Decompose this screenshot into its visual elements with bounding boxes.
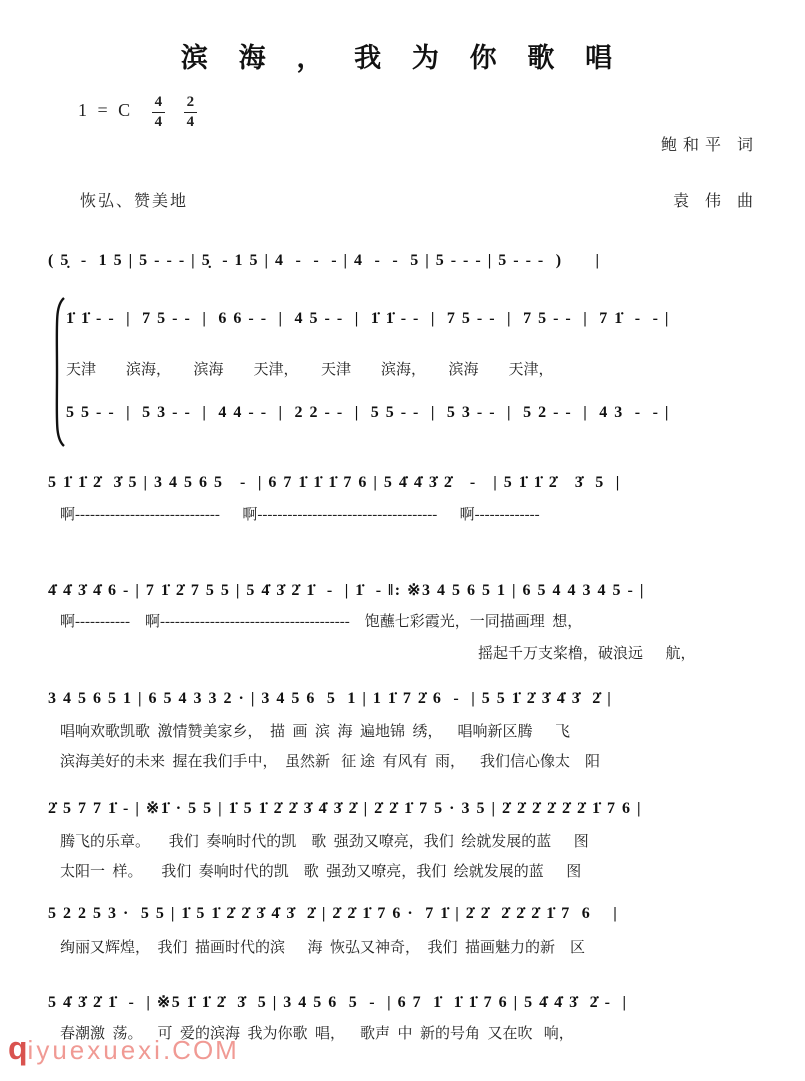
system-3-lyrics-line-2: 滨海美好的未来 握在我们手中， 虽然新 征 途 有风有 雨， 我们信心像太 阳	[60, 754, 601, 770]
song-title: 滨 海 ， 我 为 你 歌 唱	[180, 43, 625, 73]
lyricist-credit: 鲍和平 词	[660, 137, 759, 154]
time-signature-numerator: 4	[152, 94, 166, 113]
time-signature-denominator: 4	[186, 114, 195, 130]
time-signature-denominator: 4	[154, 114, 163, 130]
expression-marking: 恢弘、赞美地	[80, 193, 189, 210]
duet-voice1-notes-line: 1̇ 1̇ - - | 7 5 - - | 6 6 - - | 4 5 - - | 1̇ 1̇ - - | 7 5 - - | 7 5 - - | 7 1̇ - - |	[66, 310, 670, 327]
key-signature: 1 = C	[78, 100, 134, 121]
system-5-lyrics-line: 绚丽又辉煌， 我们 描画时代的滨 海 恢弘又神奇， 我们 描画魅力的新 区	[60, 940, 586, 956]
watermark-initial: q	[8, 1030, 28, 1066]
system-brace	[50, 296, 66, 448]
system-3-notes-line: 3 4 5 6 5 1 | 6 5 4 3 3 2 · | 3 4 5 6 5 1 | 1 1̇ 7 2̇ 6 - | 5 5 1̇ 2̇ 3̇ 4̇ 3̇ 2̇ |	[48, 690, 613, 707]
system-6-notes-line: 5 4̇ 3̇ 2̇ 1̇ - | ※5 1̇ 1̇ 2̇ 3̇ 5 | 3 4 5 6 5 - | 6 7 1̇ 1̇ 1̇ 7 6 | 5 4̇ 4̇ 3̇ 2̇ - |	[48, 994, 628, 1011]
system-2-lyrics-line-1: 啊----------- 啊-------------------------------------- 饱蘸七彩霞光，一同描画理 想，	[60, 614, 583, 630]
system-1-notes-line: 5 1̇ 1̇ 2̇ 3̇ 5 | 3 4 5 6 5 - | 6 7 1̇ 1̇ 1̇ 7 6 | 5 4̇ 4̇ 3̇ 2̇ - | 5 1̇ 1̇ 2̇ 3̇ 5 |	[48, 474, 621, 491]
time-signature-2-4	[184, 94, 198, 130]
duet-voice2-notes-line: 5 5 - - | 5 3 - - | 4 4 - - | 2 2 - - | 5 5 - - | 5 3 - - | 5 2 - - | 4 3 - - |	[66, 404, 670, 421]
system-2-notes-line: 4̇ 4̇ 3̇ 4̇ 6 - | 7 1̇ 2̇ 7 5 5 | 5 4̇ 3̇ 2̇ 1̇ - | 1̇ - ‖: ※3 4 5 6 5 1 | 6 5 4 4 3 4 5 - |	[48, 582, 645, 599]
time-signature-numerator: 2	[184, 94, 198, 113]
intro-notes-line: ( 5̣ - 1 5 | 5 - - - | 5̣ - 1 5 | 4 - - - | 4 - - 5 | 5 - - - | 5 - - - ) |	[48, 252, 601, 269]
system-3-lyrics-line-1: 唱响欢歌凯歌 激情赞美家乡， 描 画 滨 海 遍地锦 绣， 唱响新区腾 飞	[60, 724, 571, 740]
system-4-lyrics-line-1: 腾飞的乐章。 我们 奏响时代的凯 歌 强劲又嘹亮，我们 绘就发展的蓝 图	[60, 834, 589, 850]
duet-lyrics-line: 天津 滨海， 滨海 天津， 天津 滨海， 滨海 天津，	[66, 362, 554, 378]
watermark	[8, 1030, 239, 1067]
system-1-lyrics-line: 啊----------------------------- 啊------------------------------------ 啊-------------	[60, 507, 540, 523]
system-4-notes-line: 2̇ 5 7 7 1̇ - | ※1̇ · 5 5 | 1̇ 5 1̇ 2̇ 2̇ 3̇ 4̇ 3̇ 2̇ | 2̇ 2̇ 1̇ 7 5 · 3 5 | 2̇ 2̇ 2̇ 2̇ 2̇ 2̇ 1̇ 7 6 |	[48, 800, 643, 817]
system-5-notes-line: 5 2 2 5 3 · 5 5 | 1̇ 5 1̇ 2̇ 2̇ 3̇ 4̇ 3̇ 2̇ | 2̇ 2̇ 1̇ 7 6 · 7 1̇ | 2̇ 2̇ 2̇ 2̇ 2̇ 1̇ 7 6 |	[48, 905, 619, 922]
system-2-lyrics-line-2: 摇起千万支桨橹，破浪远 航，	[478, 646, 696, 662]
key-and-meter	[78, 94, 197, 130]
time-signature-4-4	[152, 94, 166, 130]
composer-credit: 袁 伟 曲	[672, 193, 759, 210]
watermark-text: iyuexuexi	[27, 1035, 163, 1065]
system-6-lyrics-line: 春潮激 荡。 可 爱的滨海 我为你歌 唱， 歌声 中 新的号角 又在吹 响，	[60, 1026, 574, 1042]
system-4-lyrics-line-2: 太阳一 样。 我们 奏响时代的凯 歌 强劲又嘹亮，我们 绘就发展的蓝 图	[60, 864, 582, 880]
watermark-suffix: .COM	[162, 1035, 239, 1065]
